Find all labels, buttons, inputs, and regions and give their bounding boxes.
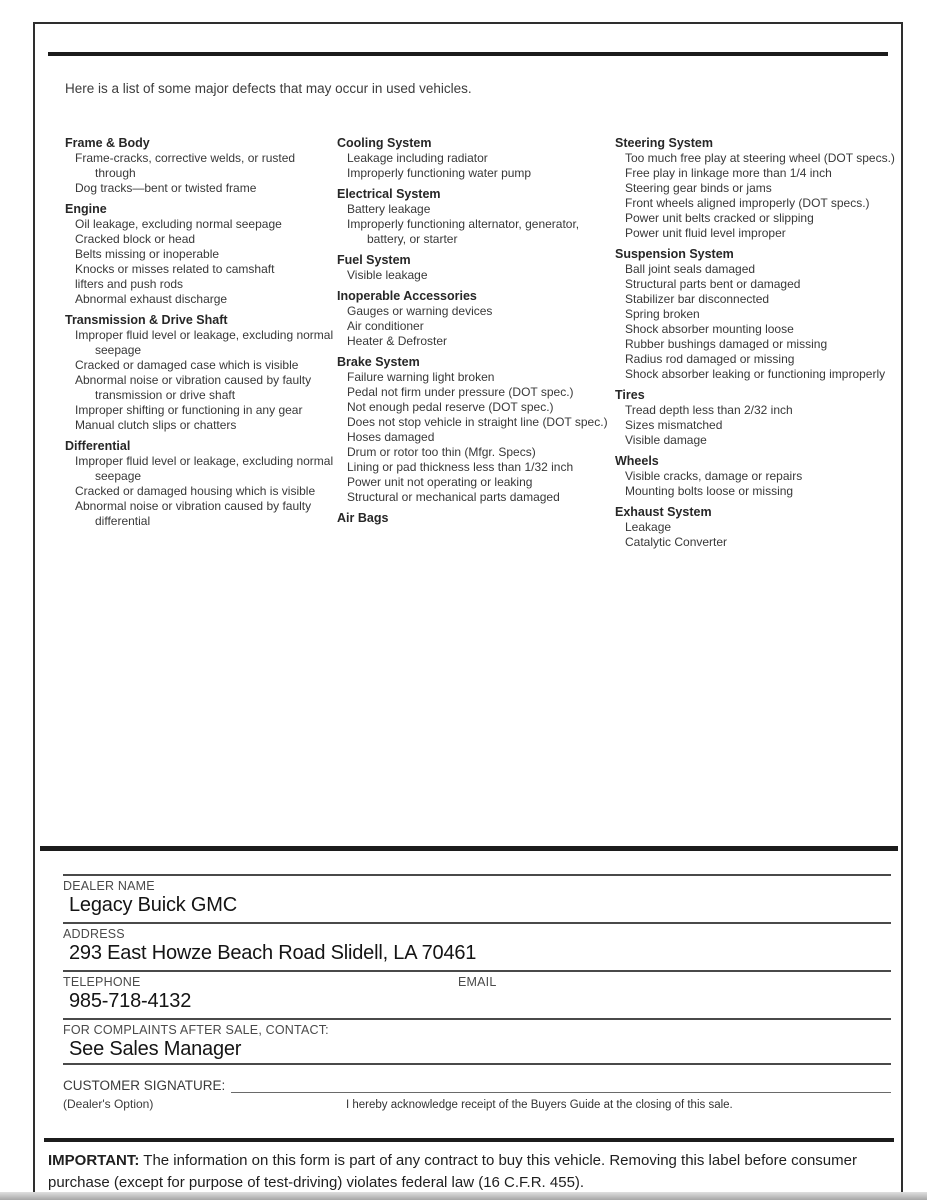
defect-item: Shock absorber mounting loose — [625, 322, 794, 336]
form-end-line — [63, 1063, 891, 1065]
complaints-row — [63, 1018, 891, 1063]
defect-section-title: Engine — [65, 202, 107, 216]
defect-item: Abnormal noise or vibration caused by faulty differential — [75, 499, 312, 528]
defect-item: Abnormal noise or vibration caused by faulty transmission or drive shaft — [75, 373, 312, 402]
defect-item: Not enough pedal reserve (DOT spec.) — [347, 400, 554, 414]
defect-section-title: Steering System — [615, 136, 713, 150]
defect-item: Tread depth less than 2/32 inch — [625, 403, 793, 417]
defect-item: lifters and push rods — [75, 277, 184, 291]
defect-item: Visible damage — [625, 433, 707, 447]
defect-item: Air conditioner — [347, 319, 424, 333]
defect-item: Cracked or damaged case which is visible — [75, 358, 299, 372]
defect-item: Heater & Defroster — [347, 334, 448, 348]
important-notice — [48, 1150, 893, 1194]
defect-item: Frame-cracks, corrective welds, or rusted through — [75, 151, 296, 180]
defect-section-title: Inoperable Accessories — [337, 289, 477, 303]
defect-item: Visible leakage — [347, 268, 428, 282]
defects-list — [65, 130, 900, 550]
signature-acknowledgment-text: I hereby acknowledge receipt of the Buyers Guide at the closing of this sale. — [346, 1099, 733, 1111]
dealer-section-divider-rule — [40, 846, 898, 851]
defect-section-title: Cooling System — [337, 136, 432, 150]
defect-section-title: Electrical System — [337, 187, 441, 201]
defects-column — [65, 130, 337, 529]
signature-line — [231, 1078, 891, 1093]
defect-item: Cracked block or head — [75, 232, 196, 246]
defect-item: Spring broken — [625, 307, 700, 321]
defect-section-title: Tires — [615, 388, 645, 402]
defect-item: Dog tracks—bent or twisted frame — [75, 181, 257, 195]
defect-item: Steering gear binds or jams — [625, 181, 772, 195]
defect-section-title: Brake System — [337, 355, 420, 369]
defect-item: Shock absorber leaking or functioning improperly — [625, 367, 886, 381]
defect-item: Gauges or warning devices — [347, 304, 493, 318]
defect-item: Sizes mismatched — [625, 418, 723, 432]
defect-item: Stabilizer bar disconnected — [625, 292, 770, 306]
defect-item: Too much free play at steering wheel (DOT specs.) — [625, 151, 895, 165]
defect-item: Knocks or misses related to camshaft — [75, 262, 275, 276]
defect-item: Catalytic Converter — [625, 535, 728, 549]
defect-section-title: Frame & Body — [65, 136, 150, 150]
defect-item: Improper shifting or functioning in any gear — [75, 403, 303, 417]
defects-column — [615, 130, 900, 550]
defect-section-title: Fuel System — [337, 253, 411, 267]
customer-signature-block — [63, 1078, 891, 1113]
defect-section-title: Transmission & Drive Shaft — [65, 313, 228, 327]
dealer-info-form — [63, 874, 891, 1065]
dealer-name-label: DEALER NAME — [63, 879, 155, 893]
defect-item: Free play in linkage more than 1/4 inch — [625, 166, 832, 180]
address-value: 293 East Howze Beach Road Slidell, LA 70461 — [69, 942, 477, 964]
defect-item: Mounting bolts loose or missing — [625, 484, 794, 498]
defect-section-title: Suspension System — [615, 247, 734, 261]
defect-item: Radius rod damaged or missing — [625, 352, 795, 366]
defect-item: Failure warning light broken — [347, 370, 495, 384]
defects-column — [337, 130, 615, 526]
defect-item: Improperly functioning water pump — [347, 166, 532, 180]
complaints-value: See Sales Manager — [69, 1038, 242, 1060]
telephone-email-row — [63, 970, 891, 1018]
intro-text: Here is a list of some major defects that may occur in used vehicles. — [65, 81, 472, 96]
defect-item: Abnormal exhaust discharge — [75, 292, 228, 306]
telephone-label: TELEPHONE — [63, 975, 141, 989]
defect-item: Power unit belts cracked or slipping — [625, 211, 814, 225]
defect-section-title: Wheels — [615, 454, 659, 468]
customer-signature-label: CUSTOMER SIGNATURE: — [63, 1078, 226, 1093]
defect-item: Power unit fluid level improper — [625, 226, 786, 240]
defect-item: Leakage including radiator — [347, 151, 488, 165]
defect-item: Ball joint seals damaged — [625, 262, 756, 276]
defect-item: Pedal not firm under pressure (DOT spec.) — [347, 385, 574, 399]
dealer-name-value: Legacy Buick GMC — [69, 894, 237, 916]
defect-item: Structural parts bent or damaged — [625, 277, 801, 291]
email-label: EMAIL — [458, 975, 497, 989]
defect-item: Improper fluid level or leakage, excluding normal seepage — [75, 454, 334, 483]
address-label: ADDRESS — [63, 927, 125, 941]
complaints-label: FOR COMPLAINTS AFTER SALE, CONTACT: — [63, 1023, 329, 1037]
address-row — [63, 922, 891, 970]
defect-item: Improper fluid level or leakage, excluding normal seepage — [75, 328, 334, 357]
defect-item: Belts missing or inoperable — [75, 247, 220, 261]
defect-item: Manual clutch slips or chatters — [75, 418, 237, 432]
defect-item: Drum or rotor too thin (Mfgr. Specs) — [347, 445, 536, 459]
defect-item: Battery leakage — [347, 202, 431, 216]
telephone-value: 985-718-4132 — [69, 990, 192, 1012]
top-divider-rule — [48, 52, 888, 56]
defect-section-title: Exhaust System — [615, 505, 712, 519]
defect-item: Oil leakage, excluding normal seepage — [75, 217, 282, 231]
footer-divider-rule — [44, 1138, 894, 1142]
defect-item: Front wheels aligned improperly (DOT specs.) — [625, 196, 870, 210]
important-label: IMPORTANT: — [48, 1152, 140, 1169]
defect-item: Structural or mechanical parts damaged — [347, 490, 560, 504]
defect-item: Rubber bushings damaged or missing — [625, 337, 828, 351]
dealer-name-row — [63, 874, 891, 922]
defect-item: Does not stop vehicle in straight line (DOT spec.) — [347, 415, 608, 429]
important-text: The information on this form is part of any contract to buy this vehicle. Removing this label before consumer purchase (except for purpose of test-driving) violates federal law (16 C.F.R. 455). — [48, 1152, 857, 1191]
defect-item: Cracked or damaged housing which is visible — [75, 484, 316, 498]
dealers-option-label: (Dealer's Option) — [63, 1097, 154, 1111]
defect-section-title: Differential — [65, 439, 131, 453]
defect-item: Visible cracks, damage or repairs — [625, 469, 803, 483]
defect-item: Lining or pad thickness less than 1/32 inch — [347, 460, 574, 474]
defect-item: Leakage — [625, 520, 672, 534]
scan-bottom-edge — [0, 1192, 927, 1200]
defect-section-title: Air Bags — [337, 511, 389, 525]
defect-item: Hoses damaged — [347, 430, 435, 444]
defect-item: Power unit not operating or leaking — [347, 475, 533, 489]
defect-item: Improperly functioning alternator, generator, battery, or starter — [347, 217, 580, 246]
